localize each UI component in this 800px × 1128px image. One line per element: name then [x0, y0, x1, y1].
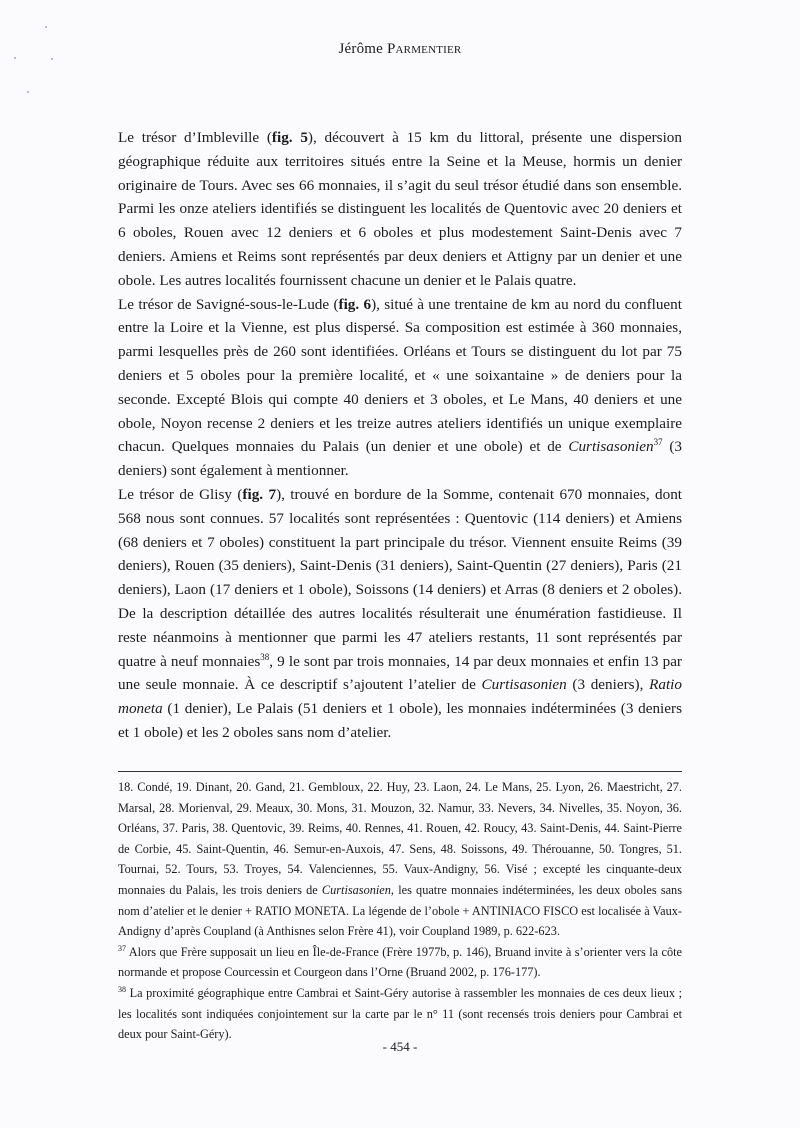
text-run: , 9 le sont par trois monnaies, 14 par deux monnaies et enfin 13 par une seule monnaie. À ce descriptif s’ajoutent l’atelier de: [118, 652, 682, 694]
figure-ref: fig. 6: [338, 295, 372, 313]
footnote-37: [118, 942, 682, 983]
main-text: [118, 126, 682, 745]
footnote-continued: [118, 777, 682, 942]
running-header: [0, 41, 800, 58]
figure-ref: fig. 5: [271, 129, 308, 146]
text-run: (3 deniers),: [566, 676, 650, 694]
scan-speck: [45, 26, 47, 28]
paragraph-glisy: [118, 483, 682, 745]
text-run: 18. Condé, 19. Dinant, 20. Gand, 21. Gembloux, 22. Huy, 23. Laon, 24. Le Mans, 25. Lyon, 26. Maestricht, 27. Marsal, 28. Morienval, 29. Meaux, 30. Mons, 31. Mouzon, 32. Namur, 33. Nevers, 34. Nivelles, 35. Noyon, 36. Orléans, 37. Paris, 38. Quentovic, 39. Reims, 40. Rennes, 41. Rouen, 42. Roucy, 43. Saint-Denis, 44. Saint-Pierre de Corbie, 45. Saint-Quentin, 46. Semur-en-Auxois, 47. Sens, 48. Soissons, 49. Thérouanne, 50. Tongres, 51. Tournai, 52. Tours, 53. Troyes, 54. Valenciennes, 55. Vaux-Andigny, 56. Visé ; excepté les cinquante-deux monnaies du Palais, les trois deniers de: [118, 780, 682, 897]
text-run: Le trésor de Glisy (: [118, 485, 243, 503]
italic-term: Curtisasonien: [568, 438, 654, 456]
author-first-name: Jérôme: [338, 41, 384, 57]
page-number: - 454 -: [382, 1039, 418, 1054]
figure-ref: fig. 7: [242, 485, 277, 503]
paragraph-imbleville: [118, 126, 682, 293]
footnote-ref: 37: [653, 437, 663, 448]
italic-term: Curtisasonien: [481, 676, 567, 694]
text-run: (1 denier), Le Palais (51 deniers et 1 obole), les monnaies indéterminées (3 deniers et 1 obole) et les 2 oboles sans nom d’atelier.: [118, 700, 682, 741]
text-run: (3 deniers) sont également à mentionner.: [118, 438, 682, 480]
footnote-ref: 38: [118, 984, 126, 994]
footnotes: [118, 777, 682, 1045]
footnote-ref: 37: [118, 943, 126, 953]
italic-term: Ratio moneta: [118, 676, 682, 718]
text-run: ), situé à une trentaine de km au nord du confluent entre la Loire et la Vienne, est plus dispersé. Sa composition est estimée à 360 monnaies, parmi lesquelles près de 260 sont identifiées. Orléans et Tours se distinguent du lot par 75 deniers et 5 oboles pour la première localité, et « une soixantaine » de deniers pour la seconde. Excepté Blois qui compte 40 deniers et 3 oboles, et Le Mans, 40 deniers et une obole, Noyon recense 2 deniers et les treize autres ateliers identifiés un unique exemplaire chacun. Quelques monnaies du Palais (un denier et une obole) et de: [118, 295, 682, 456]
text-run: ), découvert à 15 km du littoral, présente une dispersion géographique réduite aux territoires situés entre la Seine et la Meuse, hormis un denier originaire de Tours. Avec ses 66 monnaies, il s’agit du seul trésor étudié dans son ensemble. Parmi les onze ateliers identifiés se distinguent les localités de Quentovic avec 20 deniers et 6 oboles, Rouen avec 12 deniers et 6 oboles et plus modestement Saint-Denis avec 7 deniers. Amiens et Reims sont représentés par deux deniers et Attigny par un denier et une obole. Les autres localités fournissent chacune un denier et le Palais quatre.: [118, 129, 682, 289]
text-run: La proximité géographique entre Cambrai et Saint-Géry autorise à rassembler les monnaies de ces deux lieux ; les localités sont indiquées conjointement sur la carte par le n° 11 (sont recensés trois deniers pour Cambrai et deux pour Saint-Géry).: [118, 985, 682, 1042]
scan-speck: [51, 58, 53, 60]
text-run: , les quatre monnaies indéterminées, les deux oboles sans nom d’atelier et le denier + RATIO MONETA. La légende de l’obole + ANTINIACO FISCO est localisée à Vaux-Andigny d’après Coupland (à Anthisnes selon Frère 41), voir Coupland 1989, p. 622-623.: [118, 882, 682, 939]
paragraph-savigne: [118, 293, 682, 483]
italic-term: Curtisasonien: [321, 882, 391, 897]
author-last-name: Parmentier: [386, 41, 462, 57]
footnote-separator: [118, 771, 682, 772]
footnote-38: [118, 983, 682, 1045]
text-run: ), trouvé en bordure de la Somme, contenait 670 monnaies, dont 568 nous sont connues. 57 localités sont représentées : Quentovic (114 deniers) et Amiens (68 deniers et 7 oboles) constituent la part principale du trésor. Viennent ensuite Reims (39 deniers), Rouen (35 deniers), Saint-Denis (31 deniers), Saint-Quentin (27 deniers), Paris (21 deniers), Laon (17 deniers et 1 obole), Soissons (14 deniers) et Arras (8 deniers et 2 oboles). De la description détaillée des autres localités résulterait une énumération fastidieuse. Il reste néanmoins à mentionner que parmi les 47 ateliers restants, 11 sont représentés par quatre à neuf monnaies: [118, 485, 683, 670]
scan-speck: [27, 91, 29, 93]
text-run: Alors que Frère supposait un lieu en Île-de-France (Frère 1977b, p. 146), Bruand invite à s’orienter vers la côte normande et propose Courcessin et Courgeon dans l’Orne (Bruand 2002, p. 176-177).: [118, 944, 682, 980]
text-run: Le trésor de Savigné-sous-le-Lude (: [118, 295, 339, 313]
footnote-ref: 38: [260, 651, 270, 662]
text-run: Le trésor d’Imbleville (: [118, 129, 272, 146]
